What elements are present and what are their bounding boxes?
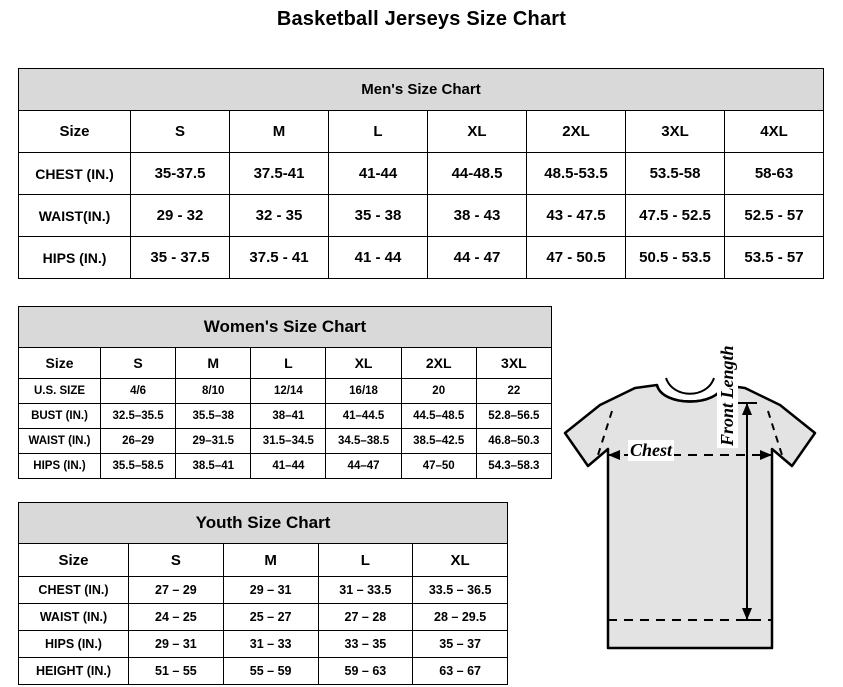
- youth-header-row: [19, 544, 508, 577]
- table-row: [19, 404, 552, 429]
- mens-cell-0-2: 41-44: [329, 153, 428, 195]
- womens-cell-3-5: 54.3–58.3: [476, 454, 551, 479]
- mens-row-label-2: HIPS (IN.): [19, 237, 131, 279]
- youth-row-label-0: CHEST (IN.): [19, 577, 129, 604]
- womens-size-chart-table: [18, 306, 552, 479]
- womens-cell-3-4: 47–50: [401, 454, 476, 479]
- womens-header-3: L: [251, 348, 326, 379]
- womens-header-0: Size: [19, 348, 101, 379]
- page-title: Basketball Jerseys Size Chart: [276, 8, 567, 30]
- womens-cell-0-0: 4/6: [101, 379, 176, 404]
- youth-cell-1-1: 25 – 27: [223, 604, 318, 631]
- womens-cell-2-3: 34.5–38.5: [326, 429, 401, 454]
- youth-size-chart-table: [18, 502, 508, 685]
- womens-cell-1-3: 41–44.5: [326, 404, 401, 429]
- table-row: [19, 153, 824, 195]
- youth-header-1: S: [129, 544, 224, 577]
- youth-caption-row: [19, 503, 508, 544]
- womens-row-label-3: HIPS (IN.): [19, 454, 101, 479]
- mens-cell-0-1: 37.5-41: [230, 153, 329, 195]
- mens-header-1: S: [131, 111, 230, 153]
- mens-header-2: M: [230, 111, 329, 153]
- jersey-diagram: [540, 363, 840, 673]
- youth-cell-1-3: 28 – 29.5: [413, 604, 508, 631]
- youth-cell-3-0: 51 – 55: [129, 658, 224, 685]
- womens-header-5: 2XL: [401, 348, 476, 379]
- youth-header-3: L: [318, 544, 413, 577]
- womens-cell-3-1: 38.5–41: [176, 454, 251, 479]
- womens-cell-2-0: 26–29: [101, 429, 176, 454]
- youth-cell-1-0: 24 – 25: [129, 604, 224, 631]
- mens-cell-1-3: 38 - 43: [428, 195, 527, 237]
- youth-row-label-2: HIPS (IN.): [19, 631, 129, 658]
- mens-cell-0-0: 35-37.5: [131, 153, 230, 195]
- womens-caption-row: [19, 307, 552, 348]
- mens-cell-2-3: 44 - 47: [428, 237, 527, 279]
- womens-cell-0-5: 22: [476, 379, 551, 404]
- mens-cell-2-6: 53.5 - 57: [725, 237, 824, 279]
- mens-row-label-0: CHEST (IN.): [19, 153, 131, 195]
- womens-cell-2-1: 29–31.5: [176, 429, 251, 454]
- womens-cell-0-3: 16/18: [326, 379, 401, 404]
- womens-cell-2-5: 46.8–50.3: [476, 429, 551, 454]
- mens-cell-0-5: 53.5-58: [626, 153, 725, 195]
- womens-cell-1-0: 32.5–35.5: [101, 404, 176, 429]
- womens-caption: Women's Size Chart: [19, 307, 552, 348]
- youth-cell-3-3: 63 – 67: [413, 658, 508, 685]
- womens-cell-1-4: 44.5–48.5: [401, 404, 476, 429]
- youth-header-0: Size: [19, 544, 129, 577]
- womens-cell-3-0: 35.5–58.5: [101, 454, 176, 479]
- table-row: [19, 454, 552, 479]
- mens-cell-2-5: 50.5 - 53.5: [626, 237, 725, 279]
- mens-cell-2-4: 47 - 50.5: [527, 237, 626, 279]
- youth-cell-3-1: 55 – 59: [223, 658, 318, 685]
- mens-header-row: [19, 111, 824, 153]
- table-row: [19, 631, 508, 658]
- mens-cell-1-4: 43 - 47.5: [527, 195, 626, 237]
- womens-cell-0-2: 12/14: [251, 379, 326, 404]
- womens-header-6: 3XL: [476, 348, 551, 379]
- womens-cell-0-1: 8/10: [176, 379, 251, 404]
- table-row: [19, 237, 824, 279]
- youth-row-label-1: WAIST (IN.): [19, 604, 129, 631]
- mens-cell-1-1: 32 - 35: [230, 195, 329, 237]
- youth-cell-1-2: 27 – 28: [318, 604, 413, 631]
- womens-header-2: M: [176, 348, 251, 379]
- mens-header-4: XL: [428, 111, 527, 153]
- front-length-measure-label: Front Length: [717, 345, 737, 446]
- womens-cell-1-5: 52.8–56.5: [476, 404, 551, 429]
- chest-measure-label: Chest: [630, 440, 673, 460]
- womens-cell-3-2: 41–44: [251, 454, 326, 479]
- table-row: [19, 195, 824, 237]
- mens-header-0: Size: [19, 111, 131, 153]
- mens-cell-1-2: 35 - 38: [329, 195, 428, 237]
- womens-header-row: [19, 348, 552, 379]
- mens-cell-2-0: 35 - 37.5: [131, 237, 230, 279]
- womens-row-label-1: BUST (IN.): [19, 404, 101, 429]
- womens-header-1: S: [101, 348, 176, 379]
- youth-cell-0-0: 27 – 29: [129, 577, 224, 604]
- mens-cell-0-3: 44-48.5: [428, 153, 527, 195]
- table-row: [19, 658, 508, 685]
- mens-cell-1-0: 29 - 32: [131, 195, 230, 237]
- youth-cell-2-3: 35 – 37: [413, 631, 508, 658]
- mens-caption: Men's Size Chart: [19, 69, 824, 111]
- mens-caption-row: [19, 69, 824, 111]
- womens-cell-2-4: 38.5–42.5: [401, 429, 476, 454]
- table-row: [19, 604, 508, 631]
- womens-cell-0-4: 20: [401, 379, 476, 404]
- mens-cell-1-5: 47.5 - 52.5: [626, 195, 725, 237]
- youth-cell-2-2: 33 – 35: [318, 631, 413, 658]
- youth-header-4: XL: [413, 544, 508, 577]
- womens-header-4: XL: [326, 348, 401, 379]
- youth-row-label-3: HEIGHT (IN.): [19, 658, 129, 685]
- youth-cell-2-0: 29 – 31: [129, 631, 224, 658]
- table-row: [19, 577, 508, 604]
- mens-header-3: L: [329, 111, 428, 153]
- youth-cell-0-3: 33.5 – 36.5: [413, 577, 508, 604]
- womens-row-label-0: U.S. SIZE: [19, 379, 101, 404]
- mens-header-6: 3XL: [626, 111, 725, 153]
- womens-cell-1-1: 35.5–38: [176, 404, 251, 429]
- mens-row-label-1: WAIST(IN.): [19, 195, 131, 237]
- mens-cell-2-2: 41 - 44: [329, 237, 428, 279]
- youth-cell-3-2: 59 – 63: [318, 658, 413, 685]
- youth-header-2: M: [223, 544, 318, 577]
- mens-cell-2-1: 37.5 - 41: [230, 237, 329, 279]
- table-row: [19, 429, 552, 454]
- mens-header-5: 2XL: [527, 111, 626, 153]
- womens-cell-2-2: 31.5–34.5: [251, 429, 326, 454]
- youth-cell-0-1: 29 – 31: [223, 577, 318, 604]
- womens-cell-1-2: 38–41: [251, 404, 326, 429]
- mens-header-7: 4XL: [725, 111, 824, 153]
- womens-row-label-2: WAIST (IN.): [19, 429, 101, 454]
- mens-cell-0-4: 48.5-53.5: [527, 153, 626, 195]
- mens-cell-1-6: 52.5 - 57: [725, 195, 824, 237]
- youth-caption: Youth Size Chart: [19, 503, 508, 544]
- mens-cell-0-6: 58-63: [725, 153, 824, 195]
- womens-cell-3-3: 44–47: [326, 454, 401, 479]
- youth-cell-2-1: 31 – 33: [223, 631, 318, 658]
- mens-size-chart-table: [18, 68, 824, 279]
- table-row: [19, 379, 552, 404]
- youth-cell-0-2: 31 – 33.5: [318, 577, 413, 604]
